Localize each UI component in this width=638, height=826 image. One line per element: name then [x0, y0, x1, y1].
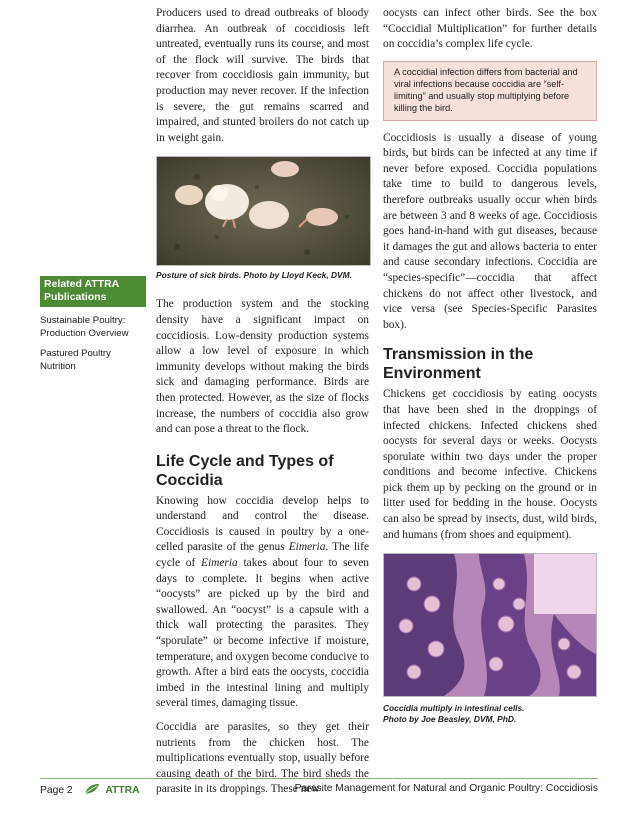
sick-birds-image — [157, 157, 370, 265]
text-span: Knowing how coccidia develop helps to understand and control the disease. Coccidiosis is caused in poultry by a one-celled parasite of the genus — [156, 494, 369, 554]
coccidia-micrograph — [384, 554, 596, 696]
page-footer — [40, 778, 598, 796]
attra-logo-text: ATTRA — [105, 785, 140, 796]
column-left — [156, 6, 369, 806]
footer-left — [40, 783, 140, 798]
sidebar-item-sustainable-poultry[interactable]: Sustainable Poultry: Production Overview — [40, 315, 129, 339]
paragraph-oocysts-infect: oocysts can infect other birds. See the box “Coccidial Multiplication” for further details on coccidia’s complex life cycle. — [383, 7, 597, 51]
sidebar-heading: Related ATTRA Publications — [40, 276, 146, 307]
genus-name: Eimeria — [201, 557, 238, 570]
paragraph-young-birds: Coccidiosis is usually a disease of young birds, but birds can be infected at any time if never before exposed. Coccidia populations take time to build to dangerous levels, therefore outbreaks usually occur when birds are between 3 and 8 weeks of age. Coccidiosis goes hand-in-hand with gut diseases, because it damages the gut and allows bacteria to enter and cause secondary infections. Coccidia are “species-specific”—coccidia that affect chickens do not affect other livestock, and vice versa (see Species-Specific Parasites box). — [383, 131, 597, 331]
sidebar-item-pastured-poultry[interactable]: Pastured Poultry Nutrition — [40, 348, 111, 372]
leaf-icon — [84, 783, 100, 798]
page-number: Page 2 — [40, 785, 73, 796]
intestinal-cells-photo — [383, 553, 597, 697]
heading-life-cycle: Life Cycle and Types of Coccidia — [156, 452, 334, 489]
genus-name: Eimeria — [288, 541, 326, 554]
text-span: . The life cycle of — [156, 541, 369, 570]
paragraph-dread-outbreaks: Producers used to dread outbreaks of bloody diarrhea. An outbreak of coccidiosis left untreated, eventually runs its course, and most of the flock will survive. The birds that recover from coccidiosis gain immunity, but production may never recover. If the infection is severe, the gut remains scarred and impaired, and stunted broilers do not catch up in weight gain. — [156, 7, 369, 144]
column-right — [383, 6, 597, 725]
photo-caption-sick-birds: Posture of sick birds. Photo by Lloyd Keck, DVM. — [156, 270, 352, 281]
text-span: takes about four to seven days to complete. It begins when active “oocysts” are picked up by the bird and swallowed. An “oocyst” is a capsule with a thick wall protecting the parasites. They “sporulate” or become infective if moisture, temperature, and oxygen become conducive to growth. After a bird eats the oocysts, coccidia imbed in the intestinal lining and multiply several times, damaging tissue. — [156, 557, 369, 710]
caption-line: Coccidia multiply in intestinal cells. — [383, 703, 525, 714]
sick-birds-photo — [156, 156, 371, 266]
related-publications-sidebar — [40, 276, 146, 373]
paragraph-parasites-nutrients: Coccidia are parasites, so they get their nutrients from the chicken host. The multiplications eventually stop, usually before causing death of the bird. The bird sheds the parasite in its droppings. These new — [156, 721, 369, 796]
pull-quote-box: A coccidial infection differs from bacterial and viral infections because coccidia are “self-limiting” and usually stop multiplying before killing the bird. — [383, 61, 597, 121]
caption-line: Photo by Joe Beasley, DVM, PhD. — [383, 714, 517, 725]
paragraph-production-system: The production system and the stocking density have a significant impact on coccidiosis. Low-density production systems allow a low level of exposure in which immunity develops without making the birds sick and damaging performance. Birds are then protected. However, as the size of flocks increase, the numbers of coccidia also grow and can pose a threat to the flock. — [156, 298, 369, 436]
publication-title: Parasite Management for Natural and Organic Poultry: Coccidiosis — [294, 783, 598, 794]
paragraph-transmission: Chickens get coccidiosis by eating oocysts that have been shed in the droppings of infected chickens. Infected chickens shed oocysts for several days or weeks. Oocysts sporulate within two days under the proper conditions and become infective. Chickens pick them up by pecking on the ground or in litter used for bedding in the house. Oocysts can also be spread by insects, dust, wild birds, and humans (from shoes and equipment). — [383, 388, 597, 541]
heading-transmission: Transmission in the Environment — [383, 346, 534, 383]
paragraph-life-cycle — [156, 494, 369, 712]
photo-caption-intestinal-cells — [383, 703, 597, 725]
